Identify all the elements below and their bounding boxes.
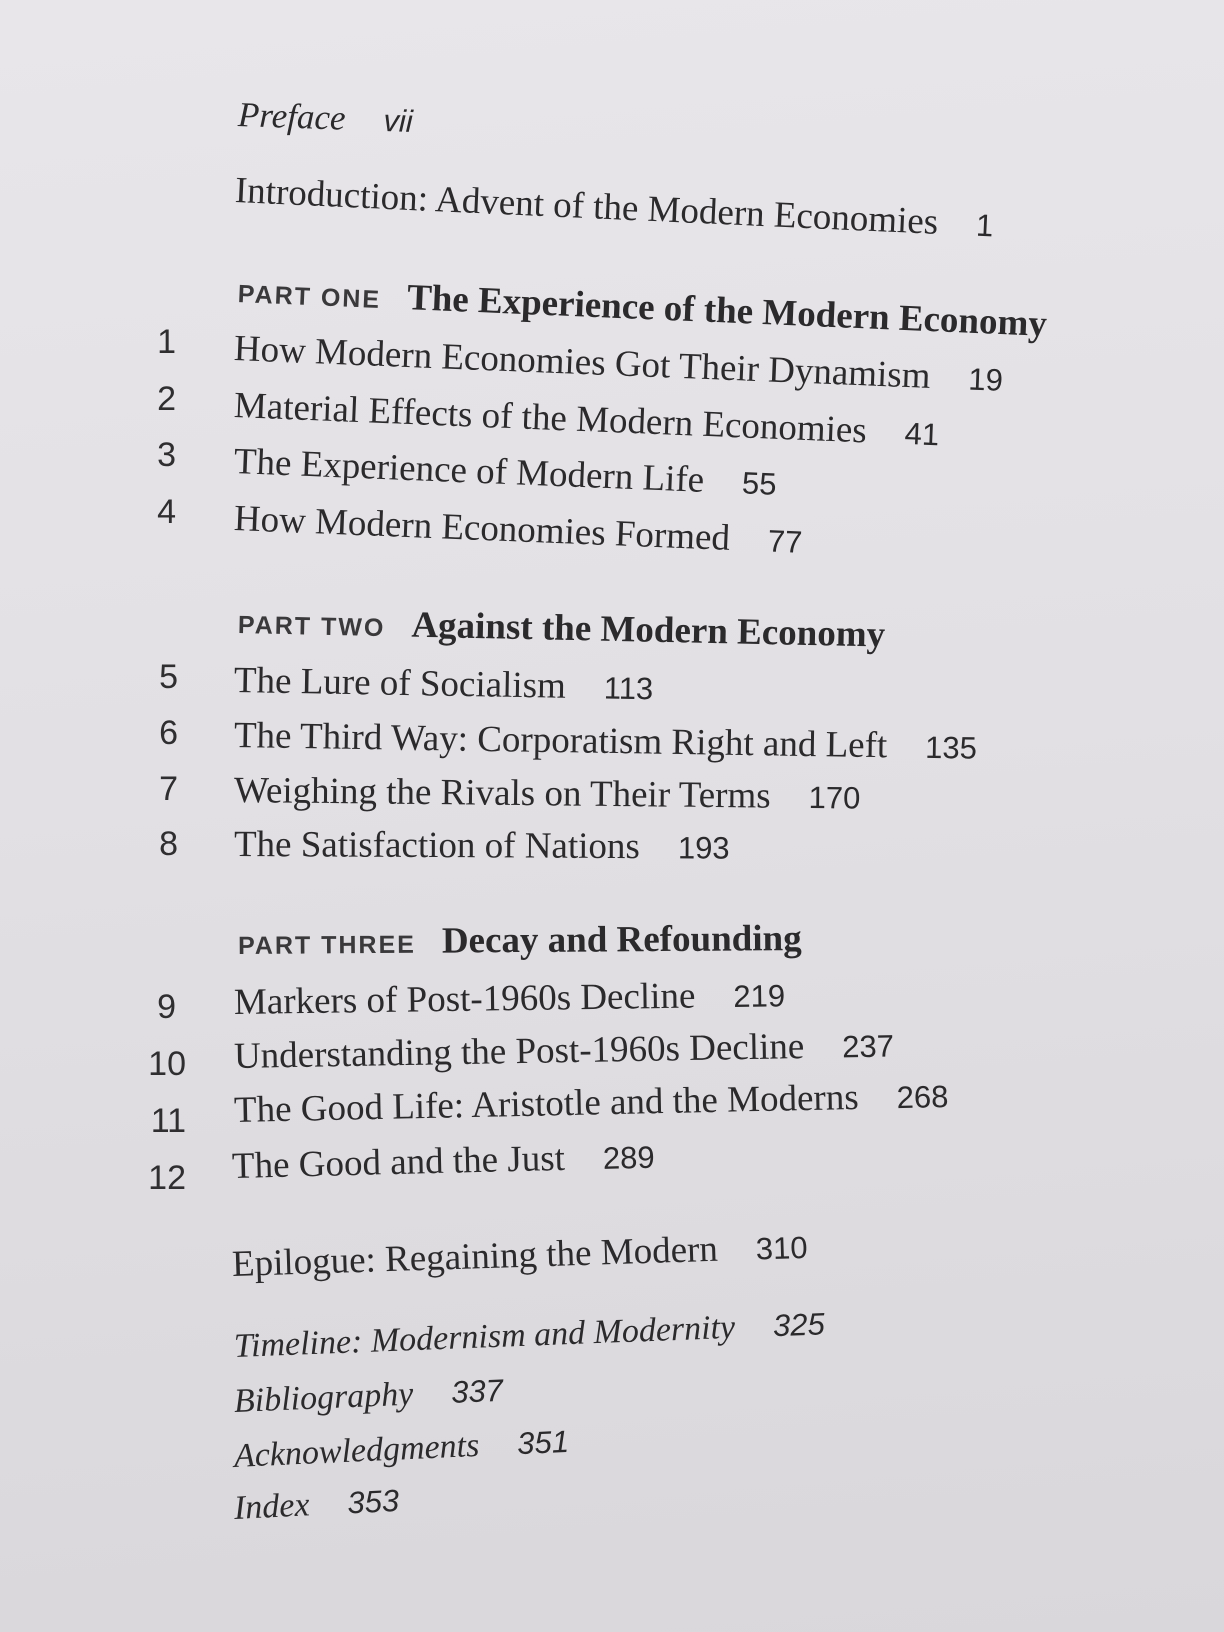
chapter-number: 7	[159, 770, 178, 808]
entry-title: Material Effects of the Modern Economies	[233, 385, 868, 452]
part-two-heading	[238, 603, 886, 654]
entry-page: 193	[677, 830, 730, 866]
entry-title: How Modern Economies Formed	[233, 498, 731, 559]
entry-page: 113	[603, 670, 654, 707]
toc-entry-chapter-8	[234, 826, 730, 866]
entry-page: 1	[975, 207, 995, 244]
toc-entry-chapter-1	[233, 330, 1003, 398]
part-label: PART TWO	[237, 611, 386, 643]
toc-entry-chapter-6	[234, 717, 978, 766]
entry-page: 353	[346, 1482, 400, 1521]
toc-entry-chapter-11	[234, 1077, 949, 1129]
entry-page: 337	[450, 1372, 504, 1410]
part-three-heading	[238, 920, 802, 961]
entry-title: Markers of Post-1960s Decline	[233, 975, 696, 1023]
part-label: PART ONE	[237, 280, 382, 314]
toc-entry-epilogue	[231, 1228, 808, 1283]
entry-page: 310	[755, 1229, 809, 1267]
part-title: The Experience of the Modern Economy	[406, 277, 1048, 345]
chapter-number: 9	[157, 988, 176, 1026]
toc-entry-chapter-3	[233, 443, 777, 502]
toc-entry-bibliography	[233, 1374, 503, 1419]
entry-title: Timeline: Modernism and Modernity	[233, 1308, 736, 1365]
entry-title: The Lure of Socialism	[233, 660, 567, 707]
entry-title: How Modern Economies Got Their Dynamism	[233, 328, 932, 397]
entry-title: Preface	[237, 94, 347, 138]
part-title: Against the Modern Economy	[411, 604, 886, 656]
entry-page: 135	[924, 729, 978, 766]
entry-title: Acknowledgments	[233, 1426, 481, 1475]
chapter-number: 2	[157, 380, 176, 418]
entry-title: The Experience of Modern Life	[233, 441, 705, 501]
entry-title: Index	[233, 1486, 311, 1527]
entry-page: 41	[903, 415, 940, 453]
toc-entry-preface	[237, 94, 414, 140]
chapter-number: 4	[157, 493, 176, 531]
entry-page: 19	[967, 361, 1004, 398]
part-title: Decay and Refounding	[441, 918, 802, 962]
toc-entry-chapter-7	[234, 772, 861, 816]
chapter-number: 11	[150, 1102, 186, 1140]
toc-entry-chapter-9	[234, 976, 786, 1021]
chapter-number: 3	[157, 436, 176, 474]
entry-page: 219	[733, 978, 786, 1015]
toc-entry-introduction	[234, 172, 994, 243]
chapter-number: 6	[159, 714, 178, 752]
entry-title: The Satisfaction of Nations	[233, 824, 640, 868]
entry-title: The Third Way: Corporatism Right and Left	[233, 715, 888, 767]
entry-page: 170	[808, 780, 861, 816]
entry-page: 289	[602, 1139, 656, 1176]
chapter-number: 1	[157, 323, 176, 361]
entry-title: The Good and the Just	[231, 1137, 566, 1187]
toc-entry-chapter-2	[233, 387, 940, 452]
entry-page: 268	[896, 1079, 949, 1116]
entry-page: 237	[841, 1028, 895, 1065]
toc-entry-timeline	[233, 1307, 825, 1364]
entry-page: 77	[767, 523, 804, 560]
entry-title: Understanding the Post-1960s Decline	[233, 1026, 805, 1077]
chapter-number: 12	[148, 1159, 186, 1197]
entry-page: 55	[741, 465, 778, 502]
chapter-number: 10	[148, 1045, 186, 1083]
toc-entry-chapter-4	[233, 500, 803, 560]
toc-entry-acknowledgments	[233, 1425, 569, 1474]
toc-entry-chapter-12	[232, 1138, 655, 1185]
toc-entry-index	[233, 1484, 400, 1526]
chapter-number: 8	[159, 825, 178, 863]
entry-title: Epilogue: Regaining the Modern	[231, 1228, 719, 1285]
entry-page: 351	[516, 1423, 570, 1462]
entry-page: vii	[382, 103, 414, 140]
toc-entry-chapter-10	[234, 1026, 895, 1075]
entry-page: 325	[772, 1306, 826, 1344]
chapter-number: 5	[159, 658, 178, 696]
entry-title: The Good Life: Aristotle and the Moderns	[233, 1076, 860, 1131]
entry-title: Bibliography	[233, 1375, 415, 1420]
part-label: PART THREE	[237, 930, 416, 960]
toc-entry-chapter-5	[234, 662, 654, 706]
entry-title: Introduction: Advent of the Modern Economies	[234, 170, 940, 243]
entry-title: Weighing the Rivals on Their Terms	[233, 770, 771, 817]
